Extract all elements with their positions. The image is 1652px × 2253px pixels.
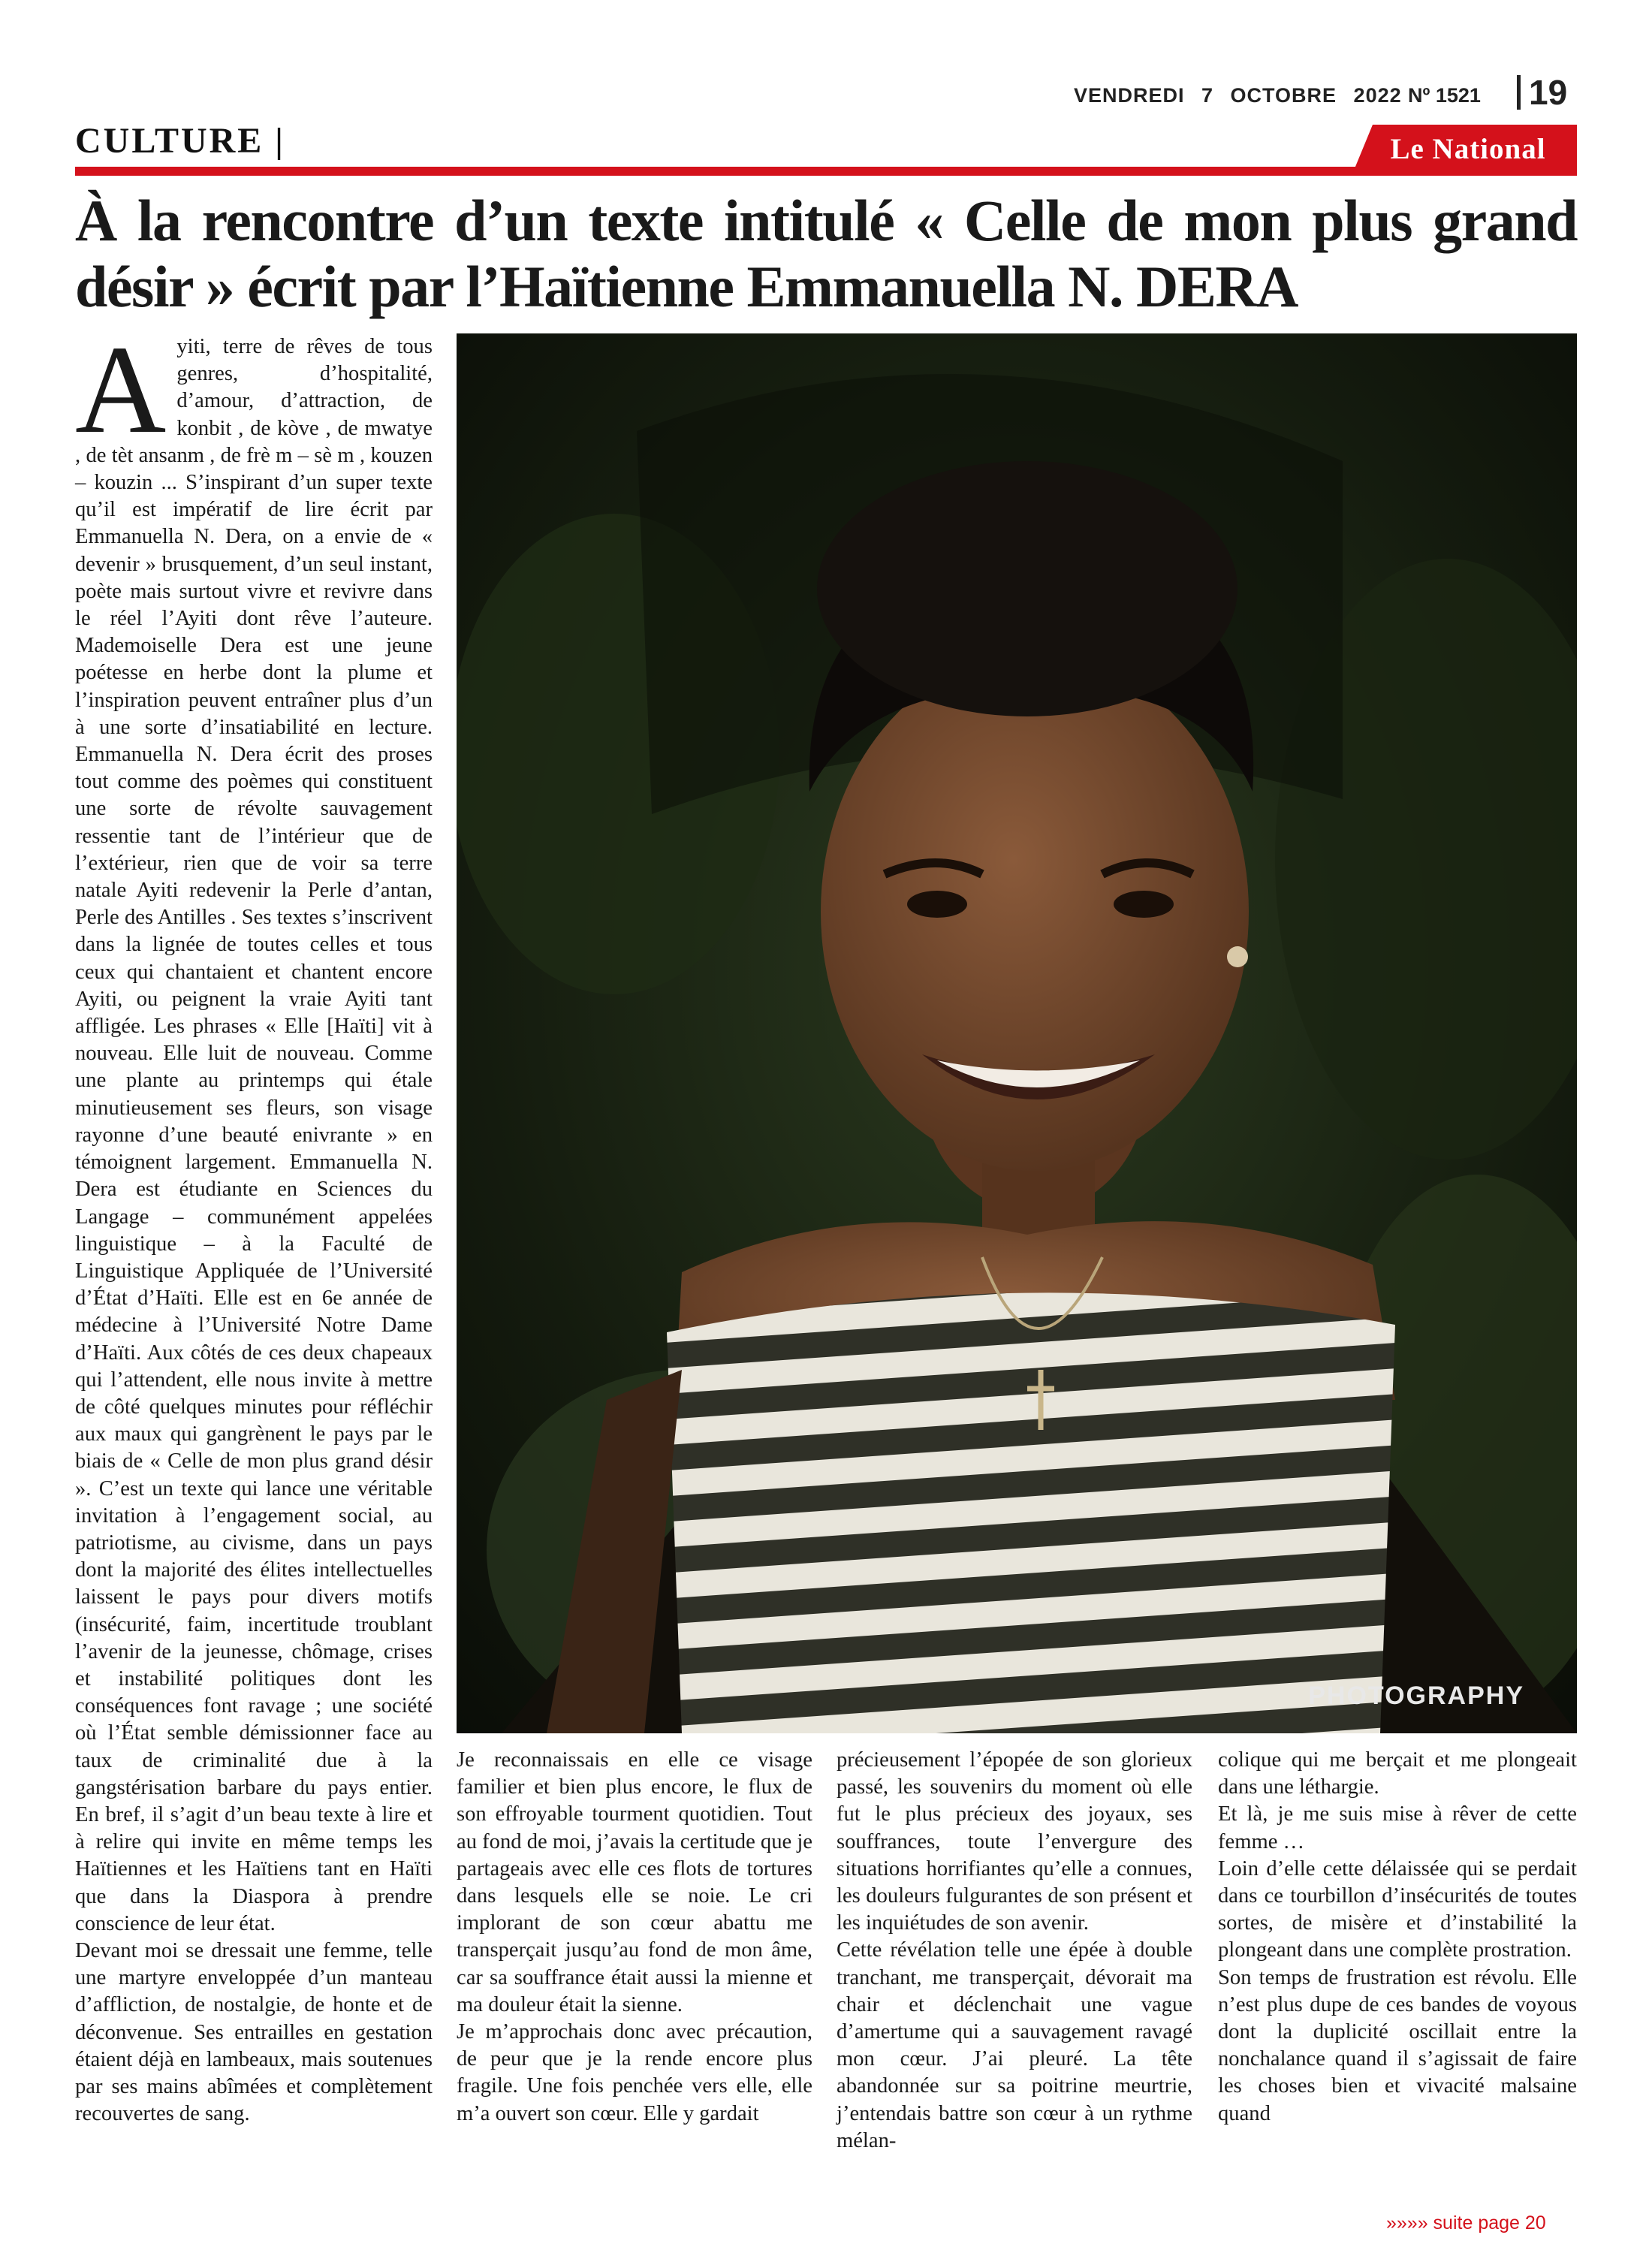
photo-credit: PHOTOGRAPHY (1308, 1681, 1524, 1710)
page-number-divider (1517, 75, 1521, 110)
article-paragraph: Je reconnaissais en elle ce visage familier et bien plus encore, le flux de son effroyable tourment quotidien. Tout au fond de moi, j’avais la certitude que je partageais avec elle ces flots de tortures dans lesquels elle se noie. Le cri implorant de son cœur abattu me transperçait jusqu’au fond de mon âme, car sa souffrance était aussi la mienne et ma douleur était la sienne. (457, 1748, 813, 2016)
article-paragraph: colique qui me berçait et me plongeait dans une léthargie. (1218, 1748, 1577, 1799)
article-paragraph: précieusement l’épopée de son glorieux passé, les souvenirs du moment où elle fut le plus précieux des joyaux, ses souffrances, toute l’envergure des situations horrifiantes qu’elle a connues, les douleurs fulgurantes de son présent et les inquiétudes de son avenir. (837, 1748, 1192, 1935)
article-paragraph (75, 320, 433, 1938)
article-column-2 (457, 1747, 812, 2128)
continued-on-page-link[interactable]: »»»» suite page 20 (1386, 2212, 1546, 2233)
article-headline: À la rencontre d’un texte intitulé « Celle de mon plus grand désir » écrit par l’Haïtienne Emmanuella N. DERA (75, 188, 1577, 319)
section-rule (75, 167, 1577, 176)
section-label: CULTURE | (75, 121, 285, 161)
paragraph-text: yiti, terre de rêves de tous genres, d’hospitalité, d’amour, d’attraction, de konbit , de kòve , de mwatye , de tèt ansanm , de frè m – sè m , kouzen – kouzin ... S’inspirant d’un super texte qu’il est impératif de lire écrit par Emmanuella N. Dera, on a envie de « devenir » brusquement, d’un seul instant, poète mais surtout vivre et revivre dans le réel l’Ayiti dont rêve l’auteure. Mademoiselle Dera est une jeune poétesse en herbe dont la plume et l’inspiration peuvent entraîner plus d’un à une sorte d’insatiabilité en lecture. Emmanuella N. Dera écrit des proses tout comme des poèmes qui constituent une sorte de révolte sauvagement ressentie tant de l’intérieur que de l’extérieur, rien que de voir sa terre natale Ayiti redevenir la Perle d’antan, Perle des Antilles . Ses textes s’inscrivent dans la lignée de toutes celles et tous ceux qui chantaient et chantent encore Ayiti, ou peignent la vraie Ayiti tant affligée. Les phrases « Elle [Haïti] vit à nouveau. Elle luit de nouveau. Comme une plante au printemps qui étale minutieusement ses fleurs, son visage rayonne d’une beauté enivrante » en témoignent largement. Emmanuella N. Dera est étudiante en Sciences du Langage – communément appelées linguistique – à la Faculté de Linguistique Appliquée de l’Université d’État d’Haïti. Elle est en 6e année de médecine à l’Université Notre Dame d’Haïti. Aux côtés de ces deux chapeaux qui l’attendent, elle nous invite à mettre de côté quelques minutes pour réfléchir aux maux qui gangrènent le pays par le biais de « Celle de mon plus grand désir ». C’est un texte qui lance une véritable invitation à l’engagement social, au patriotisme, au civisme, dans un pays dont la majorité des élites intellectuelles laissent le pays pour divers motifs (insécurité, faim, incertitude troublant l’avenir de la jeunesse, chômage, crises et instabilité politiques dont les conséquences font ravage ; une société où l’État semble démissionner face au taux de criminalité due à la gangstérisation barbare du pays entier. En bref, il s’agit d’un beau texte à lire et à relire qui invite en même temps les Haïtiennes et les Haïtiens tant en Haïti que dans la Diaspora à prendre conscience de leur état. (75, 335, 433, 1935)
article-paragraph: Devant moi se dressait une femme, telle une martyre enveloppée d’un manteau d’affliction, de nostalgie, de honte et de déconvenue. Ses entrailles en gestation étaient déjà en lambeaux, mais soutenues par ses mains abîmées et complètement recouvertes de sang. (75, 1938, 433, 2126)
page-number: 19 (1529, 73, 1568, 112)
drop-cap: A (75, 320, 167, 460)
article-paragraph: Je m’approchais donc avec précaution, de peur que je la rende encore plus fragile. Une fois penchée vers elle, elle m’a ouvert son cœur. Elle y gardait (457, 2020, 812, 2125)
newspaper-name: Le National (1390, 133, 1546, 165)
issue-number: Nº 1521 (1408, 84, 1481, 107)
article-paragraph: Son temps de frustration est révolu. Elle n’est plus dupe de ces bandes de voyous dont la duplicité oscillait entre la nonchalance quand il s’agissait de faire les choses bien et vivacité malsaine quand (1218, 1965, 1577, 2125)
article-column-3 (837, 1747, 1192, 2155)
article-paragraph: Et là, je me suis mise à rêver de cette femme … (1218, 1802, 1577, 1853)
article-photo (457, 333, 1577, 1733)
page-header (0, 0, 1652, 180)
portrait-image (457, 333, 1577, 1733)
article-column-1 (75, 320, 433, 2128)
issue-date: VENDREDI 7 OCTOBRE 2022 (1074, 84, 1402, 107)
article-column-4 (1218, 1747, 1577, 2128)
article-paragraph: Loin d’elle cette délaissée qui se perdait dans ce tourbillon d’insécurités de toutes sortes, de misère et d’instabilité la plongeant dans une complète prostration. (1218, 1856, 1577, 1962)
article-paragraph: Cette révélation telle une épée à double tranchant, me transperçait, dévorait ma chair et déclenchait une vague d’amertume qui a sauvagement ravagé mon cœur. J’ai pleuré. La tête abandonnée sur sa poitrine meurtrie, j’entendais battre son cœur à un rythme mélan- (837, 1938, 1192, 2152)
